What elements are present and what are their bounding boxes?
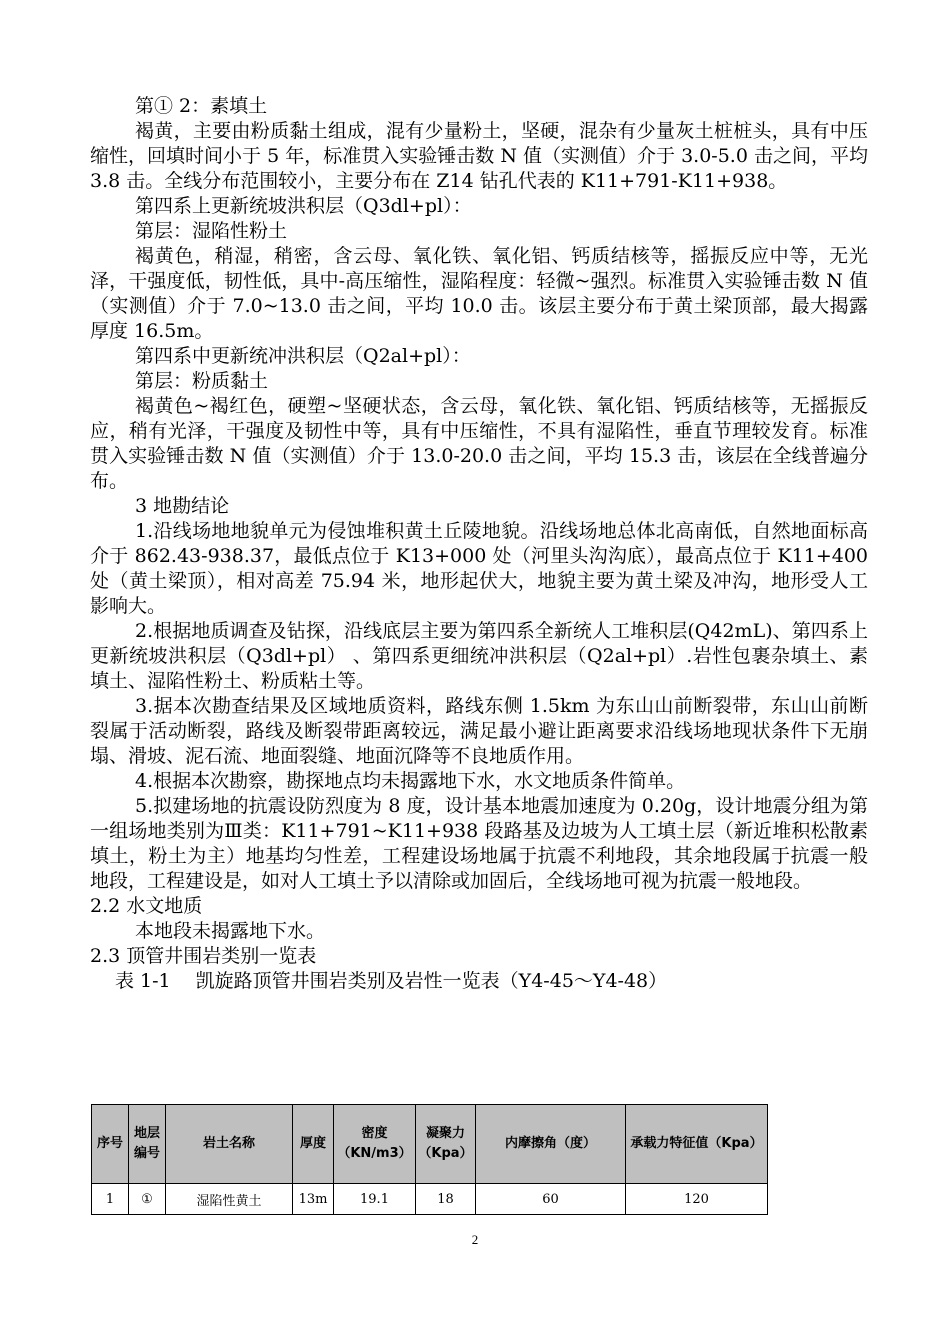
table-section-heading: 2.3 顶管井围岩类别一览表 bbox=[90, 945, 317, 967]
header-thickness: 厚度 bbox=[293, 1105, 334, 1184]
header-friction-angle: 内摩擦角（度） bbox=[476, 1105, 626, 1184]
header-index: 序号 bbox=[92, 1105, 129, 1184]
rock-class-table bbox=[91, 1104, 768, 1215]
table-header-row bbox=[92, 1105, 768, 1184]
table-caption: 表 1-1 凯旋路顶管井围岩类别及岩性一览表（Y4-45～Y4-48） bbox=[115, 970, 668, 992]
cell-thickness: 13m bbox=[293, 1184, 334, 1215]
silty-clay-description: 褐黄色~褐红色，硬塑~坚硬状态，含云母，氧化铁、氧化铝、钙质结核等，无摇振反应，稍有光泽，干强度及韧性中等，具有中压缩性，不具有湿陷性，垂直节理较发育。标准贯入实验锤击数 N 值（实测值）介于 13.0-20.0 击之间，平均 15.3 击，该层在全线普遍分布。 bbox=[90, 395, 868, 492]
q2-stratum-heading: 第四系中更新统冲洪积层（Q2al+pl）： bbox=[135, 345, 471, 367]
conclusion-item-5: 5.拟建场地的抗震设防烈度为 8 度，设计基本地震加速度为 0.20g，设计地震分组为第一组场地类别为Ⅲ类：K11+791~K11+938 段路基及边坡为人工填土层（新近堆积松散素填土，粉土为主）地基均匀性差，工程建设场地属于抗震不利地段，其余地段属于抗震一般地段，工程建设是，如对人工填土予以清除或加固后，全线场地可视为抗震一般地段。 bbox=[90, 795, 868, 892]
table-row bbox=[92, 1184, 768, 1215]
cell-cohesion: 18 bbox=[416, 1184, 476, 1215]
survey-conclusion-heading: 3 地勘结论 bbox=[135, 495, 230, 517]
header-bearing-capacity: 承载力特征值（Kpa） bbox=[626, 1105, 768, 1184]
document-body bbox=[90, 94, 868, 994]
collapsible-silt-description: 褐黄色，稍湿，稍密，含云母、氧化铁、氧化铝、钙质结核等，摇振反应中等，无光泽，干强度低，韧性低，具中-高压缩性，湿陷程度：轻微~强烈。标准贯入实验锤击数 N 值（实测值）介于 7.0~13.0 击之间，平均 10.0 击。该层主要分布于黄土梁顶部，最大揭露厚度 16.5m。 bbox=[90, 245, 868, 342]
cell-layer-code: ① bbox=[129, 1184, 166, 1215]
section-fill-soil-heading: 第① 2：素填土 bbox=[135, 95, 268, 117]
header-soil-name: 岩土名称 bbox=[166, 1105, 293, 1184]
fill-soil-description: 褐黄，主要由粉质黏土组成，混有少量粉土，坚硬，混杂有少量灰土桩桩头，具有中压缩性，回填时间小于 5 年，标准贯入实验锤击数 N 值（实测值）介于 3.0-5.0 击之间，平均 3.8 击。全线分布范围较小，主要分布在 Z14 钻孔代表的 K11+791-K11+938。 bbox=[90, 120, 868, 192]
conclusion-item-1: 1.沿线场地地貌单元为侵蚀堆积黄土丘陵地貌。沿线场地总体北高南低，自然地面标高介于 862.43-938.37，最低点位于 K13+000 处（河里头沟沟底），最高点位于 K11+400 处（黄土梁顶），相对高差 75.94 米，地形起伏大，地貌主要为黄土梁及冲沟，地形受人工影响大。 bbox=[90, 520, 868, 617]
q3-stratum-heading: 第四系上更新统坡洪积层（Q3dl+pl）： bbox=[135, 195, 472, 217]
cell-bearing-capacity: 120 bbox=[626, 1184, 768, 1215]
conclusion-item-4: 4.根据本次勘察，勘探地点均未揭露地下水，水文地质条件简单。 bbox=[135, 770, 686, 792]
conclusion-item-3: 3.据本次勘查结果及区域地质资料，路线东侧 1.5km 为东山山前断裂带，东山山前断裂属于活动断裂，路线及断裂带距离较远，满足最小避让距离要求沿线场地现状条件下无崩塌、滑坡、泥石流、地面裂缝、地面沉降等不良地质作用。 bbox=[90, 695, 868, 767]
hydrogeology-text: 本地段未揭露地下水。 bbox=[135, 920, 326, 942]
silty-clay-heading: 第层：粉质黏土 bbox=[135, 370, 269, 392]
header-density: 密度（KN/m3） bbox=[334, 1105, 416, 1184]
cell-density: 19.1 bbox=[334, 1184, 416, 1215]
header-layer-code: 地层编号 bbox=[129, 1105, 166, 1184]
header-cohesion: 凝聚力（Kpa） bbox=[416, 1105, 476, 1184]
hydrogeology-heading: 2.2 水文地质 bbox=[90, 895, 203, 917]
conclusion-item-2: 2.根据地质调查及钻探，沿线底层主要为第四系全新统人工堆积层(Q42mL)、第四系上更新统坡洪积层（Q3dl+pl） 、第四系更细统冲洪积层（Q2al+pl）.岩性包裹杂填土、素填土、湿陷性粉土、粉质粘土等。 bbox=[90, 620, 868, 692]
cell-index: 1 bbox=[92, 1184, 129, 1215]
collapsible-silt-heading: 第层：湿陷性粉土 bbox=[135, 220, 288, 242]
page-number: 2 bbox=[471, 1232, 479, 1247]
cell-friction-angle: 60 bbox=[476, 1184, 626, 1215]
cell-soil-name: 湿陷性黄土 bbox=[166, 1184, 293, 1215]
